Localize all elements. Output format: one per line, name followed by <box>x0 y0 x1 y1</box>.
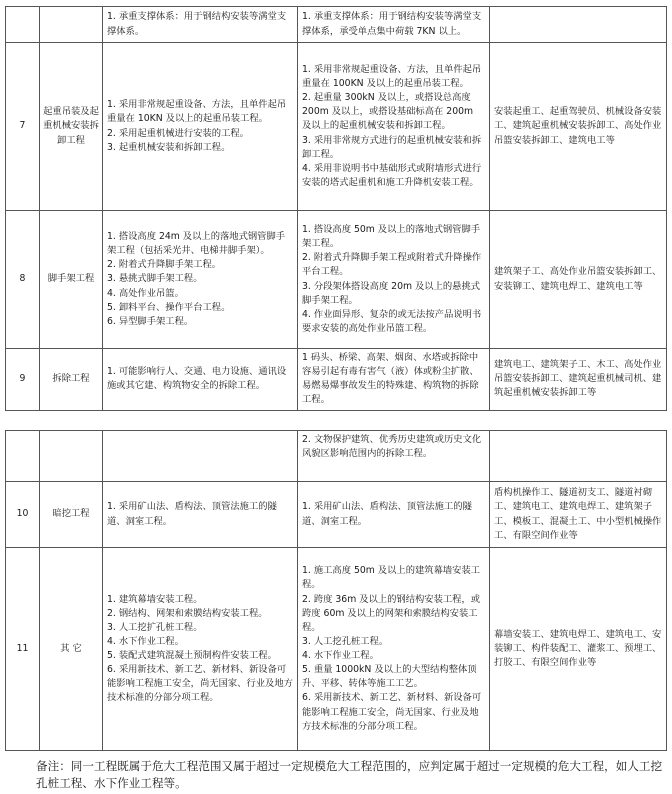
general-scope-cell <box>103 43 298 211</box>
clause-item: 3. 采用非常规方式进行的起重机械安装和拆卸工程。 <box>302 134 482 160</box>
clause-item: 3. 悬挑式脚手架工程。 <box>107 273 203 285</box>
clause-item: 4. 高处作业吊篮。 <box>107 287 184 299</box>
general-scope-cell <box>103 431 298 482</box>
table-row <box>6 548 667 751</box>
row-number: 9 <box>6 349 40 411</box>
table-footnote: 备注：同一工程既属于危大工程范围又属于超过一定规模危大工程范围的，应判定属于超过一定规模的危大工程，如人工挖孔桩工程、水下作业工程等。 <box>36 759 663 790</box>
workers-cell: 安装起重工、起重驾驶员、机械设备安装工、建筑起重机械安装拆卸工、高处作业吊篮安装拆卸工、建筑电工等 <box>490 43 667 211</box>
clause-item: 6. 采用新技术、新工艺、新材料、新设备可能影响工程施工安全，尚无国家、行业及地方技术标准的分部分项工程。 <box>302 692 482 732</box>
general-scope-cell <box>103 548 298 751</box>
workers-cell: 盾构机操作工、隧道初支工、隧道衬砌工、建筑电工、建筑电焊工、建筑架子工、模板工、混凝土工、中小型机械操作工、有限空间作业等 <box>490 482 667 548</box>
clause-item: 3. 分段架体搭设高度 20m 及以上的悬挑式脚手架工程。 <box>302 280 481 306</box>
clause-item: 6. 异型脚手架工程。 <box>107 315 194 327</box>
table-row <box>6 482 667 548</box>
row-number: 7 <box>6 43 40 211</box>
clause-item: 1 码头、桥梁、高架、烟囱、水塔或拆除中容易引起有毒有害气（液）体或粉尘扩散、易燃易爆事故发生的特殊建、构筑物的拆除工程。 <box>302 352 479 406</box>
project-name: 脚手架工程 <box>40 211 103 349</box>
clause-item: 1. 承重支撑体系：用于钢结构安装等满堂支撑体系。 <box>107 11 287 37</box>
table-row <box>6 43 667 211</box>
clause-item: 5. 卸料平台、操作平台工程。 <box>107 301 231 313</box>
clause-item: 2. 钢结构、网架和索膜结构安装工程。 <box>107 607 268 619</box>
clause-item: 3. 人工挖孔桩工程。 <box>302 635 389 647</box>
workers-cell: 建筑架子工、高处作业吊篮安装拆卸工、安装铆工、建筑电焊工、建筑电工等 <box>490 211 667 349</box>
clause-item: 1. 采用矿山法、盾构法、顶管法施工的隧道、洞室工程。 <box>302 501 472 527</box>
clause-item: 5. 重量 1000kN 及以上的大型结构整体顶升、平移、转体等施工工艺。 <box>302 664 477 690</box>
clause-item: 2. 起重量 300kN 及以上，或搭设总高度 200m 及以上，或搭设基础标高在 200m 及以上的起重机械安装和拆卸工程。 <box>302 92 474 132</box>
major-scope-cell <box>298 349 490 411</box>
clause-item: 6. 采用新技术、新工艺、新材料、新设备可能影响工程施工安全，尚无国家、行业及地方技术标准的分部分项工程。 <box>107 664 293 704</box>
clause-item: 1. 采用非常规起重设备、方法，且单件起吊重量在 10KN 及以上的起重吊装工程。 <box>107 99 287 125</box>
general-scope-cell <box>103 349 298 411</box>
project-name <box>40 431 103 482</box>
table-row <box>6 7 667 43</box>
general-scope-cell <box>103 482 298 548</box>
workers-cell: 幕墙安装工、建筑电焊工、建筑电工、安装铆工、构件装配工、灌浆工、预埋工、打胶工、有限空间作业等 <box>490 548 667 751</box>
clause-item: 2. 附着式升降脚手架工程或附着式升降操作平台工程。 <box>302 252 482 278</box>
clause-item: 1. 采用非常规起重设备、方法，且单件起吊重量在 100KN 及以上的起重吊装工程。 <box>302 63 482 90</box>
clause-item: 2. 文物保护建筑、优秀历史建筑或历史文化风貌区影响范围内的拆除工程。 <box>302 434 482 460</box>
row-number <box>6 7 40 43</box>
table-row <box>6 211 667 349</box>
clause-item: 1. 搭设高度 24m 及以上的落地式钢管脚手架工程（包括采光井、电梯井脚手架）。 <box>107 231 286 257</box>
project-name: 其 它 <box>40 548 103 751</box>
major-scope-cell <box>298 7 490 43</box>
row-number: 11 <box>6 548 40 751</box>
clause-item: 4. 水下作业工程。 <box>302 650 379 661</box>
general-scope-cell <box>103 211 298 349</box>
workers-cell: 建筑电工、建筑架子工、木工、高处作业吊篮安装拆卸工、建筑起重机械司机、建筑起重机械安装拆卸工等 <box>490 349 667 411</box>
clause-item: 3. 起重机械安装和拆卸工程。 <box>107 141 231 153</box>
clause-item: 1. 施工高度 50m 及以上的建筑幕墙安装工程。 <box>302 565 481 591</box>
clause-item: 2. 附着式升降脚手架工程。 <box>107 259 222 271</box>
major-scope-cell <box>298 548 490 751</box>
major-scope-cell <box>298 482 490 548</box>
project-name <box>40 7 103 43</box>
clause-item: 5. 装配式建筑混凝土预制构件安装工程。 <box>107 650 277 661</box>
clause-item: 2. 采用起重机械进行安装的工程。 <box>107 127 249 139</box>
clause-item: 4. 采用非说明书中基础形式或附墙形式进行安装的塔式起重机和施工升降机安装工程。 <box>302 162 482 188</box>
workers-cell <box>490 7 667 43</box>
row-number <box>6 431 40 482</box>
hazard-table-bottom <box>5 430 667 751</box>
clause-item: 1. 建筑幕墙安装工程。 <box>107 593 203 605</box>
project-name: 暗挖工程 <box>40 482 103 548</box>
clause-item: 3. 人工挖扩孔桩工程。 <box>107 621 203 633</box>
major-scope-cell <box>298 211 490 349</box>
row-number: 10 <box>6 482 40 548</box>
clause-item: 2. 跨度 36m 及以上的钢结构安装工程，或跨度 60m 及以上的网架和索膜结构安装工程。 <box>302 593 481 633</box>
major-scope-cell <box>298 43 490 211</box>
table-row <box>6 349 667 411</box>
hazard-table-top <box>5 6 667 411</box>
clause-item: 1. 采用矿山法、盾构法、顶管法施工的隧道、洞室工程。 <box>107 501 277 527</box>
major-scope-cell <box>298 431 490 482</box>
project-name: 拆除工程 <box>40 349 103 411</box>
clause-item: 4. 作业面异形、复杂的或无法按产品说明书要求安装的高处作业吊篮工程。 <box>302 308 482 334</box>
project-name: 起重吊装及起重机械安装拆卸工程 <box>40 43 103 211</box>
table-row <box>6 431 667 482</box>
row-number: 8 <box>6 211 40 349</box>
general-scope-cell <box>103 7 298 43</box>
clause-item: 1. 承重支撑体系：用于钢结构安装等满堂支撑体系，承受单点集中荷载 7KN 以上。 <box>302 11 482 37</box>
clause-item: 4. 水下作业工程。 <box>107 635 184 647</box>
clause-item: 1. 搭设高度 50m 及以上的落地式钢管脚手架工程。 <box>302 224 481 250</box>
workers-cell <box>490 431 667 482</box>
clause-item: 1. 可能影响行人、交通、电力设施、通讯设施或其它建、构筑物安全的拆除工程。 <box>107 366 287 392</box>
